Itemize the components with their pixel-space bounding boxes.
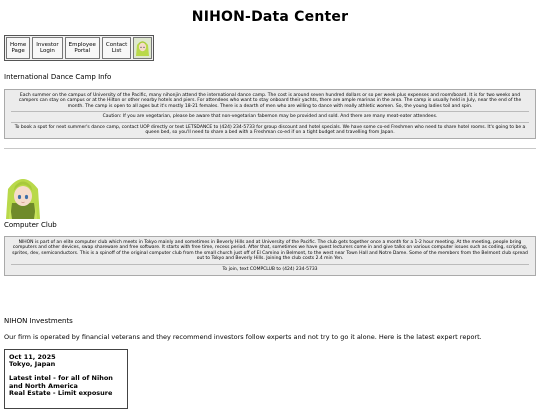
dance-camp-heading: International Dance Camp Info	[4, 73, 112, 81]
report-line: and North America	[9, 381, 78, 390]
divider	[11, 111, 529, 112]
dance-camp-booking: To book a spot for next summer's dance camp, contact UOP directly or text LETSDANCE to (424) 234-5733 for group discount and hotel specials. We have some co-ed Freshmen who need to share hotel rooms. It's going to be a queen bed, so you'll need to share a bed with a Freshman co-ed if on a tight budget and travelling from Japan.	[14, 124, 526, 136]
investments-description: Our firm is operated by financial veterans and they recommend investors follow experts and not try to go it alone. Here is the latest expert report.	[4, 333, 482, 341]
expert-report-box	[4, 349, 128, 409]
nav-contact-list-button[interactable]: Contact List	[102, 37, 131, 59]
anime-avatar-icon[interactable]	[133, 37, 152, 59]
computer-club-description: NIHON is part of an elite computer club which meets in Tokyo mainly and sometimes in Beverly Hills and at University of the Pacific. The club gets together once a month for a 1-2 hour meeting. At the meeting, people bring computers and other devices, swap shareware and free software. It starts with free time, recess period. After that, sometimes we have guest lecturers come in and give talks on various computer issues such as coding, scripting, sprites, dev, semiconductors. This is a spinoff of the original computer club from the small church just off of El Camino in Belmont, to the west near Town Hall and Notre Dame. Some of the members from the Belmont club spread out to Tokyo and Beverly Hills. Joining the club costs 2.4 min Yen.	[12, 240, 528, 262]
report-date: Oct 11, 2025	[9, 353, 56, 361]
computer-club-info-box	[4, 236, 536, 276]
report-location: Tokyo, Japan	[9, 360, 56, 369]
dance-camp-info-box	[4, 89, 536, 139]
anime-avatar-icon	[4, 175, 42, 220]
divider	[11, 264, 529, 265]
nav-employee-portal-button[interactable]: Employee Portal	[65, 37, 100, 59]
computer-club-heading: Computer Club	[4, 221, 57, 229]
report-line: Latest intel - for all of Nihon	[9, 374, 113, 383]
nav-bar	[4, 35, 154, 61]
divider	[11, 122, 529, 123]
investments-heading: NIHON Investments	[4, 317, 73, 325]
computer-club-join: To join, text COMPCLUB to (424) 234-5733	[222, 266, 318, 272]
dance-camp-caution: Caution: If you are vegetarian, please be aware that non-vegetarian fabemon may be provided and sold. And there are many meat-eater attendees.	[102, 114, 438, 120]
nav-investor-login-button[interactable]: Investor Login	[32, 37, 62, 59]
section-divider	[4, 148, 536, 149]
report-line: Real Estate - Limit exposure	[9, 388, 113, 397]
dance-camp-description: Each summer on the campus of University of the Pacific, many nihonjin attend the international dance camp. The cost is around seven hundred dollars or so per week plus expenses and room/board. It is for two weeks and campers can stay on campus or at the Hilton or other nearby hotels and piers. For attendees who want to stay onboard their yachts, there are ample marinas in the area. The camp is usually held in July, near the end of the month. The camp is open to all ages but it's mostly 18-21 females. There is a dearth of men who are willing to dance with really athletic women. So, the young ladies toil and spin.	[18, 93, 522, 109]
nav-home-button[interactable]: Home Page	[6, 37, 30, 59]
page-title: NIHON-Data Center	[191, 9, 349, 25]
